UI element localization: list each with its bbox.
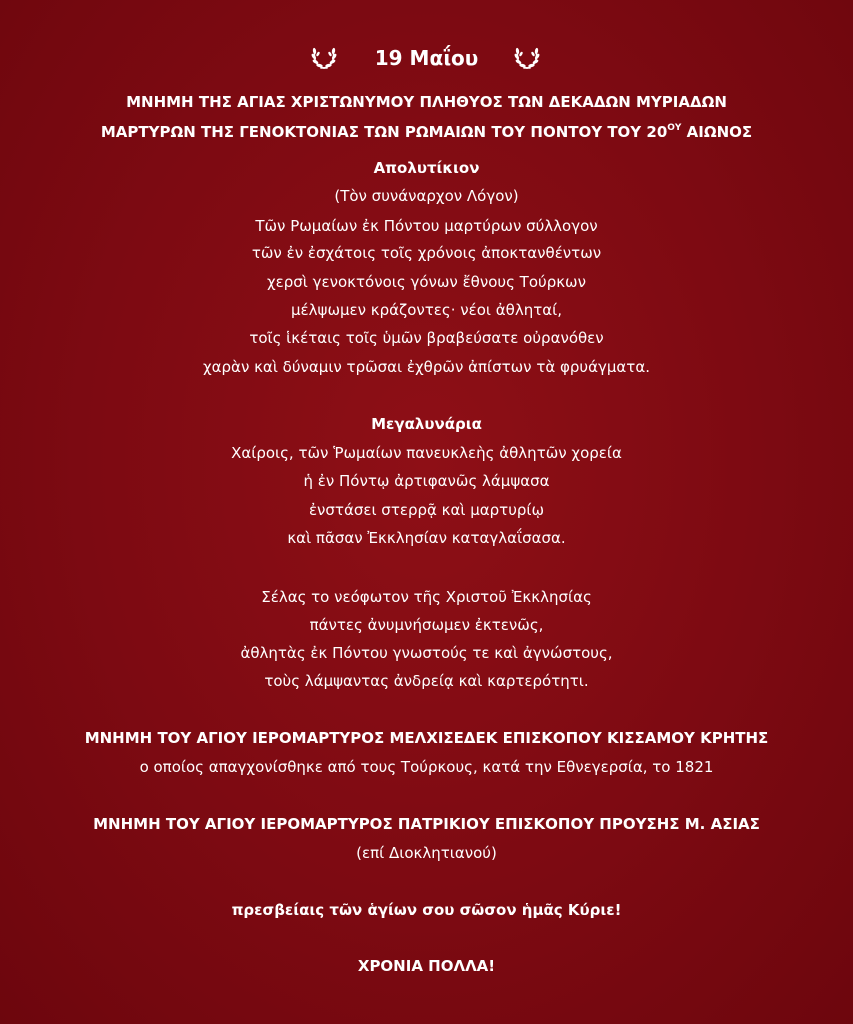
apolytikion-title: Απολυτίκιον — [373, 159, 480, 177]
megalynaria-title: Μεγαλυνάρια — [371, 415, 482, 433]
megalynaria-line: τοὺς λάμψαντας ἀνδρείᾳ καὶ καρτερότητι. — [264, 672, 589, 690]
megalynaria-line: καὶ πᾶσαν Ἐκκλησίαν καταγλαΐσασα. — [287, 529, 566, 547]
megalynaria-line: πάντες ἀνυμνήσωμεν ἐκτενῶς, — [309, 616, 544, 634]
main-heading-line-2-end: ΑΙΩΝΟΣ — [681, 123, 753, 141]
apolytikion-line: μέλψωμεν κράζοντες· νέοι ἀθληταί, — [291, 301, 562, 319]
melchisedek-text: ο οποίος απαγχονίσθηκε από τους Τούρκους, κατά την Εθνεγερσία, το 1821 — [139, 758, 714, 776]
closing-prayer: πρεσβείαις τῶν ἁγίων σου σῶσον ἡμᾶς Κύριε! — [231, 901, 622, 919]
apolytikion-line: Τῶν Ρωμαίων ἐκ Πόντου μαρτύρων σύλλογον — [255, 217, 598, 235]
apolytikion-line: τῶν ἐν ἐσχάτοις τοῖς χρόνοις ἀποκτανθέντων — [251, 244, 602, 262]
megalynaria-line: ἀθλητὰς ἐκ Πόντου γνωστούς τε καὶ ἀγνώστους, — [240, 644, 613, 662]
patrikios-text: (επί Διοκλητιανού) — [356, 844, 497, 862]
main-heading-superscript: ΟΥ — [667, 123, 682, 133]
main-heading-line-1: ΜΝΗΜΗ ΤΗΣ ΑΓΙΑΣ ΧΡΙΣΤΩΝΥΜΟΥ ΠΛΗΘΥΟΣ ΤΩΝ ΔΕΚΑΔΩΝ ΜΥΡΙΑΔΩΝ — [126, 93, 727, 111]
apolytikion-line: χερσὶ γενοκτόνοις γόνων ἔθνους Τούρκων — [267, 273, 586, 291]
laurel-wreath-icon — [512, 42, 542, 72]
megalynaria-line: Χαίροις, τῶν Ῥωμαίων πανευκλεὴς ἀθλητῶν χορεία — [231, 444, 622, 462]
date-header — [0, 42, 853, 74]
apolytikion-line: τοῖς ἱκέταις τοῖς ὑμῶν βραβεύσατε οὐρανόθεν — [249, 329, 604, 347]
patrikios-heading: ΜΝΗΜΗ ΤΟΥ ΑΓΙΟΥ ΙΕΡΟΜΑΡΤΥΡΟΣ ΠΑΤΡΙΚΙΟΥ ΕΠΙΣΚΟΠΟΥ ΠΡΟΥΣΗΣ Μ. ΑΣΙΑΣ — [93, 815, 760, 833]
main-heading-line-2-text: ΜΑΡΤΥΡΩΝ ΤΗΣ ΓΕΝΟΚΤΟΝΙΑΣ ΤΩΝ ΡΩΜΑΙΩΝ ΤΟΥ ΠΟΝΤΟΥ ΤΟΥ 20 — [100, 123, 668, 141]
main-heading-line-2 — [0, 122, 853, 142]
megalynaria-line: ἐνστάσει στερρᾷ καὶ μαρτυρίῳ — [308, 501, 545, 519]
megalynaria-line: Σέλας το νεόφωτον τῆς Χριστοῦ Ἐκκλησίας — [261, 588, 592, 606]
apolytikion-line: (Τὸν συνάναρχον Λόγον) — [334, 187, 519, 205]
closing-greeting: ΧΡΟΝΙΑ ΠΟΛΛΑ! — [357, 957, 496, 975]
apolytikion-line: χαρὰν καὶ δύναμιν τρῶσαι ἐχθρῶν ἀπίστων τὰ φρυάγματα. — [202, 358, 650, 376]
date-title: 19 Μαΐου — [374, 46, 479, 70]
megalynaria-line: ἡ ἐν Πόντῳ ἀρτιφανῶς λάμψασα — [303, 472, 550, 490]
melchisedek-heading: ΜΝΗΜΗ ΤΟΥ ΑΓΙΟΥ ΙΕΡΟΜΑΡΤΥΡΟΣ ΜΕΛΧΙΣΕΔΕΚ ΕΠΙΣΚΟΠΟΥ ΚΙΣΣΑΜΟΥ ΚΡΗΤΗΣ — [84, 729, 769, 747]
